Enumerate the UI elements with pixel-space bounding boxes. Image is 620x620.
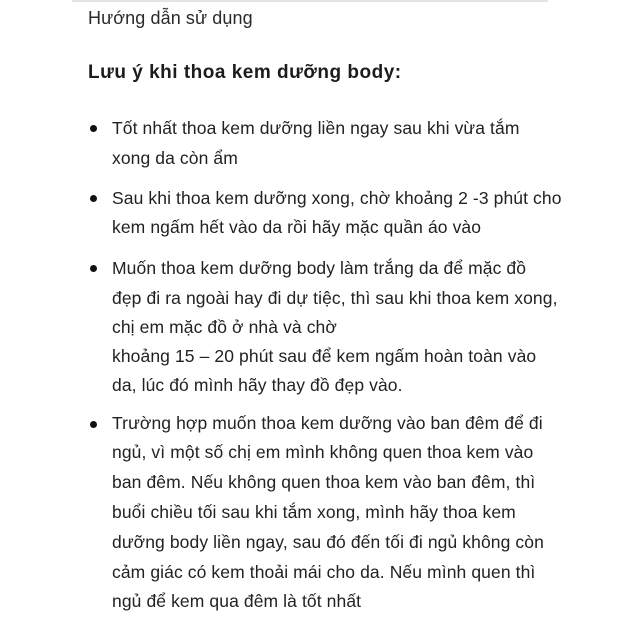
list-item-line: đẹp đi ra ngoài hay đi dự tiệc, thì sau khi thoa kem xong,	[112, 288, 558, 308]
list-item-line: chị em mặc đồ ở nhà và chờ	[112, 317, 337, 337]
list-item-line: ngủ để kem qua đêm là tốt nhất	[112, 591, 362, 611]
bullet-dot-icon	[90, 421, 97, 428]
list-item-line: xong da còn ẩm	[112, 148, 238, 168]
list-item-line: khoảng 15 – 20 phút sau để kem ngấm hoàn toàn vào	[112, 346, 537, 366]
bullet-dot-icon	[90, 125, 97, 132]
notes-heading: Lưu ý khi thoa kem dưỡng body:	[88, 62, 402, 83]
list-item-line: ngủ, vì một số chị em mình không quen thoa kem vào	[112, 442, 534, 462]
list-item-line: da, lúc đó mình hãy thay đồ đẹp vào.	[112, 375, 403, 395]
page-top-divider	[72, 0, 548, 2]
list-item-line: Muốn thoa kem dưỡng body làm trắng da để mặc đồ	[112, 258, 527, 278]
list-item-line: Sau khi thoa kem dưỡng xong, chờ khoảng 2 -3 phút cho	[112, 188, 562, 208]
list-item-line: Tốt nhất thoa kem dưỡng liền ngay sau khi vừa tắm	[112, 118, 520, 138]
list-item-line: ban đêm. Nếu không quen thoa kem vào ban đêm, thì	[112, 472, 536, 492]
bullet-dot-icon	[90, 265, 97, 272]
bullet-dot-icon	[90, 195, 97, 202]
list-item-line: cảm giác có kem thoải mái cho da. Nếu mình quen thì	[112, 562, 536, 582]
usage-guide-link[interactable]: Hướng dẫn sử dụng	[88, 8, 253, 28]
list-item-line: Trường hợp muốn thoa kem dưỡng vào ban đêm để đi	[112, 413, 543, 433]
list-item-line: buổi chiều tối sau khi tắm xong, mình hãy thoa kem	[112, 502, 516, 522]
list-item-line: kem ngấm hết vào da rồi hãy mặc quần áo vào	[112, 217, 482, 237]
list-item-line: dưỡng body liền ngay, sau đó đến tối đi ngủ không còn	[112, 532, 544, 552]
